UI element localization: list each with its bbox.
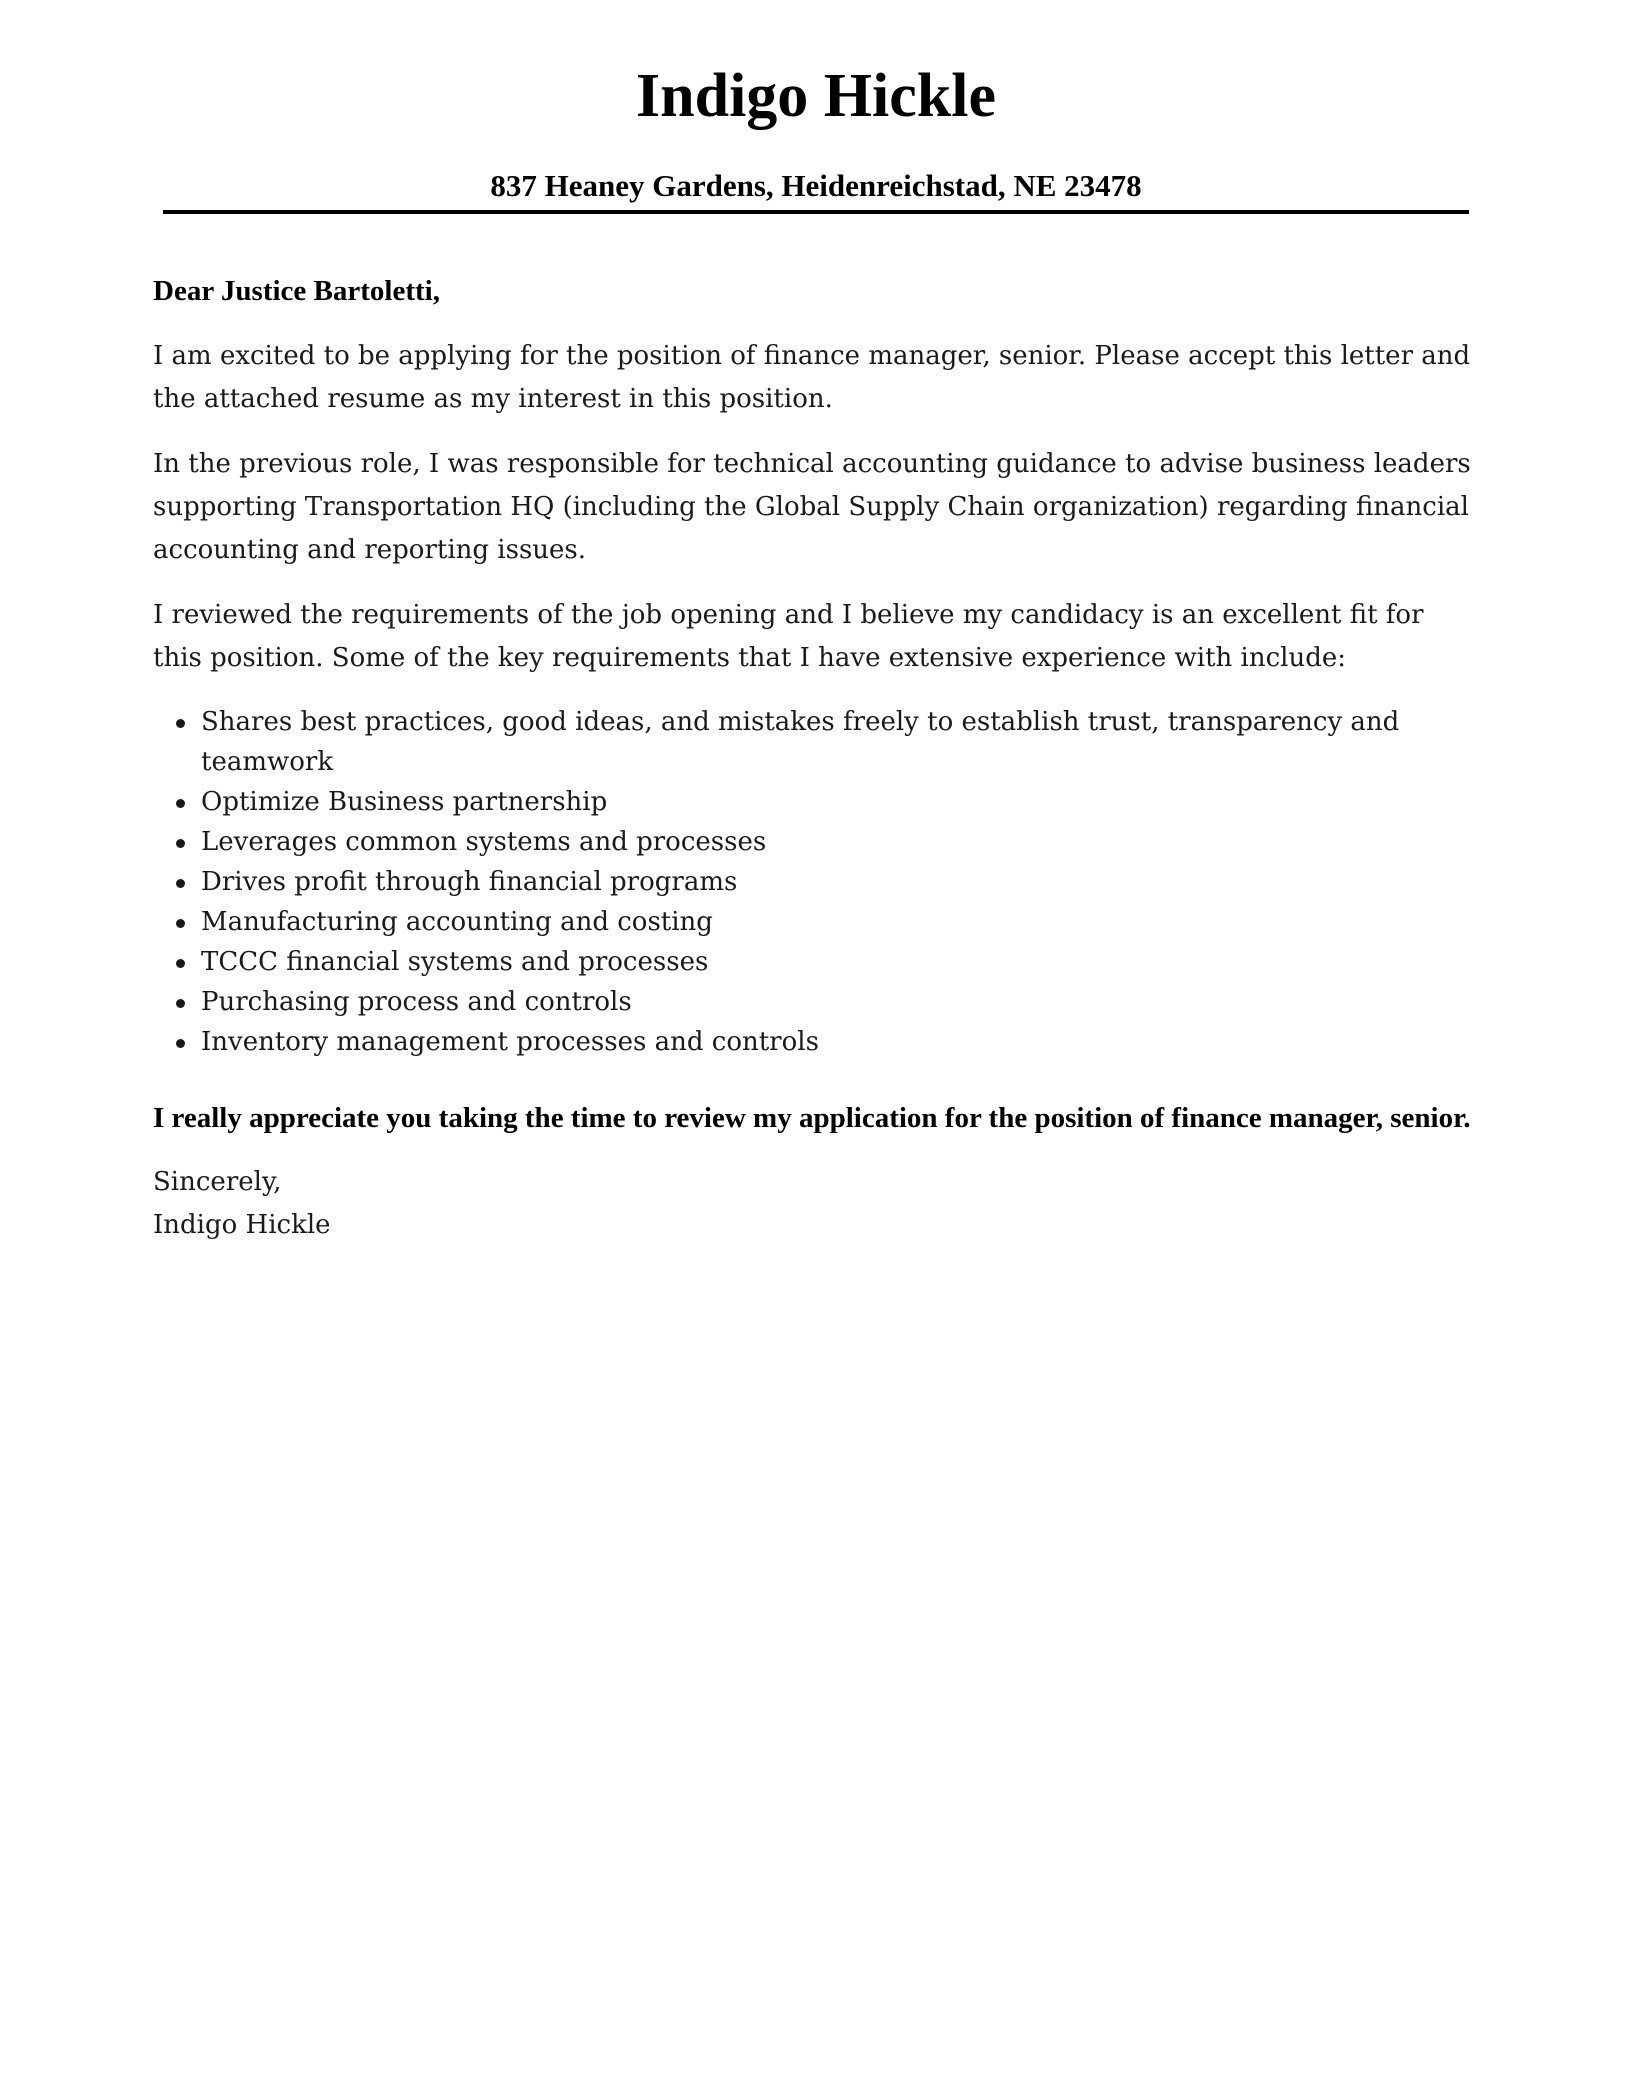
list-item	[153, 702, 1473, 782]
bullet-icon	[176, 1039, 185, 1048]
bullet-icon	[176, 799, 185, 808]
list-item	[153, 1022, 1473, 1062]
bullet-icon	[176, 999, 185, 1008]
signature-name: Indigo Hickle	[153, 1210, 331, 1240]
list-item-text: Drives profit through financial programs	[201, 867, 738, 897]
list-item-text: Manufacturing accounting and costing	[201, 907, 713, 937]
list-item	[153, 862, 1473, 902]
list-item-text: Optimize Business partnership	[201, 787, 608, 817]
list-item-text: Leverages common systems and processes	[201, 827, 767, 857]
applicant-address: 837 Heaney Gardens, Heidenreichstad, NE 23478	[490, 168, 1142, 203]
header-divider	[163, 210, 1469, 214]
letter-body	[153, 270, 1473, 1247]
list-item	[153, 822, 1473, 862]
list-item	[153, 982, 1473, 1022]
list-item	[153, 782, 1473, 822]
signoff: Sincerely,	[153, 1167, 282, 1197]
bullet-icon	[176, 919, 185, 928]
applicant-name: Indigo Hickle	[635, 62, 996, 130]
requirements-intro-paragraph: I reviewed the requirements of the job opening and I believe my candidacy is an excellent fit for this position. Some of the key requirements that I have extensive experience with include:	[153, 600, 1424, 673]
list-item-text: Purchasing process and controls	[201, 987, 632, 1017]
list-item-text: Inventory management processes and controls	[201, 1027, 819, 1057]
bullet-icon	[176, 839, 185, 848]
bullet-icon	[176, 959, 185, 968]
list-item	[153, 902, 1473, 942]
list-item	[153, 942, 1473, 982]
experience-paragraph: In the previous role, I was responsible for technical accounting guidance to advise business leaders supporting Transportation HQ (including the Global Supply Chain organization) regarding financial accounting and reporting issues.	[153, 449, 1471, 565]
intro-paragraph: I am excited to be applying for the position of finance manager, senior. Please accept this letter and the attached resume as my interest in this position.	[153, 341, 1471, 414]
list-item-text: TCCC financial systems and processes	[201, 947, 709, 977]
requirements-list	[153, 702, 1473, 1062]
bullet-icon	[176, 719, 185, 728]
list-item-text: Shares best practices, good ideas, and mistakes freely to establish trust, transparency and teamwork	[201, 707, 1400, 777]
salutation: Dear Justice Bartoletti,	[153, 275, 440, 307]
bullet-icon	[176, 879, 185, 888]
closing-paragraph: I really appreciate you taking the time to review my application for the position of finance manager, senior.	[153, 1102, 1471, 1134]
